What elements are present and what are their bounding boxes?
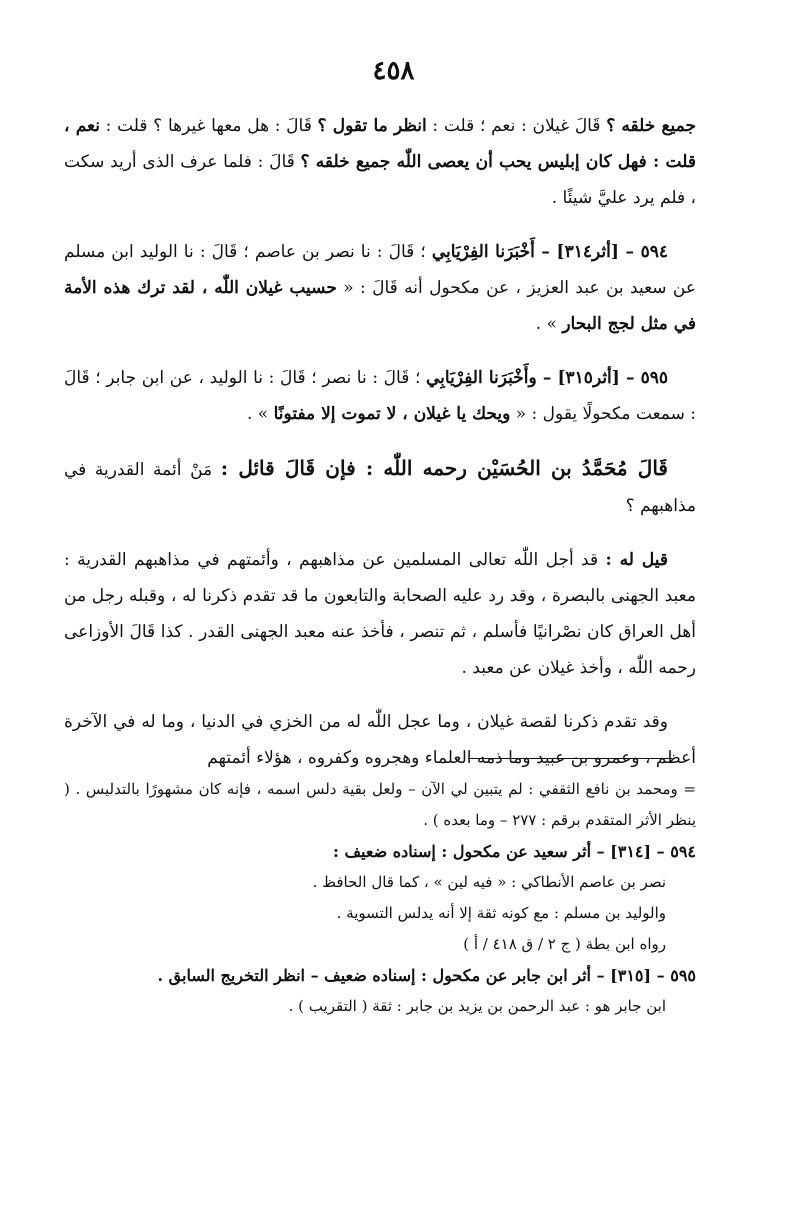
footnotes bbox=[64, 774, 696, 1022]
answer-lead: قيل له : bbox=[605, 550, 668, 570]
text-span: ؛ قَالَ : نا نصر ؛ قَالَ : نا الوليد ، عن ابن جابر ؛ قَالَ : سمعت مكحولًا يقول : « bbox=[64, 368, 696, 424]
text-span: » . bbox=[247, 404, 274, 424]
main-text bbox=[64, 108, 696, 794]
text-span: قلت : فهل كان إبليس يحب أن يعصى اللّٰه جميع خلقه ؟ bbox=[300, 152, 696, 172]
text-span: قَالَ : فلما عرف الذى أريد سكت ، فلم يرد عليَّ شيئًا . bbox=[64, 152, 696, 208]
text-span: » . bbox=[535, 314, 563, 334]
text-span: انظر ما تقول ؟ bbox=[317, 116, 427, 136]
quote-bold: حسيب غيلان اللّٰه ، لقد ترك هذه الأمة في مثل لجج البحار bbox=[64, 278, 696, 334]
footnote-595-heading: ٥٩٥ – [٣١٥] – أثر ابن جابر عن مكحول : إسناده ضعيف – انظر التخريج السابق . bbox=[157, 966, 696, 985]
footnote-line: ابن جابر هو : عبد الرحمن بن يزيد بن جابر : ثقة ( التقريب ) . bbox=[288, 997, 666, 1015]
footnote-594-heading: ٥٩٤ – [٣١٤] – أثر سعيد عن مكحول : إسناده ضعيف : bbox=[333, 842, 696, 861]
hadith-number-595: ٥٩٥ – [أثر٣١٥] – وأَخْبَرَنا الفِرْيَابِي bbox=[426, 368, 669, 388]
quote-bold: ويحك يا غيلان ، لا تموت إلا مفتونًا bbox=[273, 404, 511, 424]
hadith-number-594: ٥٩٤ – [أثر٣١٤] – أَخْبَرَنا الفِرْيَابِي bbox=[431, 242, 668, 262]
page-number: ٤٥٨ bbox=[372, 56, 415, 86]
footnote-continuation: = ومحمد بن نافع الثقفي : لم يتبين لي الآن – ولعل بقية دلس اسمه ، فإنه كان مشهورًا بالتدليس . ( ينظر الأثر المتقدم برقم : ٢٧٧ – وما بعده ) . bbox=[64, 780, 696, 829]
text-span: قد أجل اللّٰه تعالى المسلمين عن مذاهبهم ، وأئمتهم في مذاهبهم القدرية : معبد الجهنى بالبصرة ، وقد رد عليه الصحابة والتابعون ما قد تقدم ذكرنا له ، وقبله رجل من أهل العراق كان نصْرانيًا فأسلم ، ثم تنصر ، فأخذ عنه معبد الجهنى القدر . كذا قَالَ الأوزاعى رحمه اللّٰه ، وأخذ غيلان عن معبد . bbox=[64, 550, 696, 678]
text-span: نعم ، bbox=[64, 116, 100, 136]
paragraph-ghaylan-story: وقد تقدم ذكرنا لقصة غيلان ، وما عجل اللّٰه له من الخزي في الدنيا ، وما له في الآخرة أعظم ، وعمرو بن عبيد وما ذمه العلماء وهجروه وكفروه ، هؤلاء أئمتهم bbox=[64, 712, 696, 768]
footnote-line: والوليد بن مسلم : مع كونه ثقة إلا أنه يدلس التسوية . bbox=[336, 904, 666, 922]
paragraph-athar-314 bbox=[64, 234, 696, 342]
paragraph-answer bbox=[64, 542, 696, 686]
text-span: ؛ قَالَ : نا نصر بن عاصم ؛ قَالَ : نا الوليد ابن مسلم عن سعيد بن عبد العزيز ، عن مكحول أنه قَالَ : « bbox=[64, 242, 697, 298]
text-span: قَالَ : هل معها غيرها ؟ قلت : bbox=[99, 116, 318, 136]
paragraph-ghaylan-dialogue bbox=[64, 108, 696, 216]
paragraph-question bbox=[64, 450, 696, 524]
text-span: مَنْ أئمة القدرية في مذاهبهم ؟ bbox=[64, 460, 696, 516]
text-span: قَالَ غيلان : نعم ؛ قلت : bbox=[426, 116, 607, 136]
footnote-line: نصر بن عاصم الأنطاكي : « فيه لين » ، كما قال الحافظ . bbox=[312, 873, 666, 891]
text-span: جميع خلقه ؟ bbox=[606, 116, 697, 136]
author-heading: قَالَ مُحَمَّدُ بن الحُسَيْن رحمه اللّٰه : فإن قَالَ قائل : bbox=[220, 456, 668, 480]
footnote-divider bbox=[468, 758, 672, 759]
footnote-line: رواه ابن بطة ( ج ٢ / ق ٤١٨ / أ ) bbox=[463, 935, 666, 953]
paragraph-athar-315 bbox=[64, 360, 696, 432]
